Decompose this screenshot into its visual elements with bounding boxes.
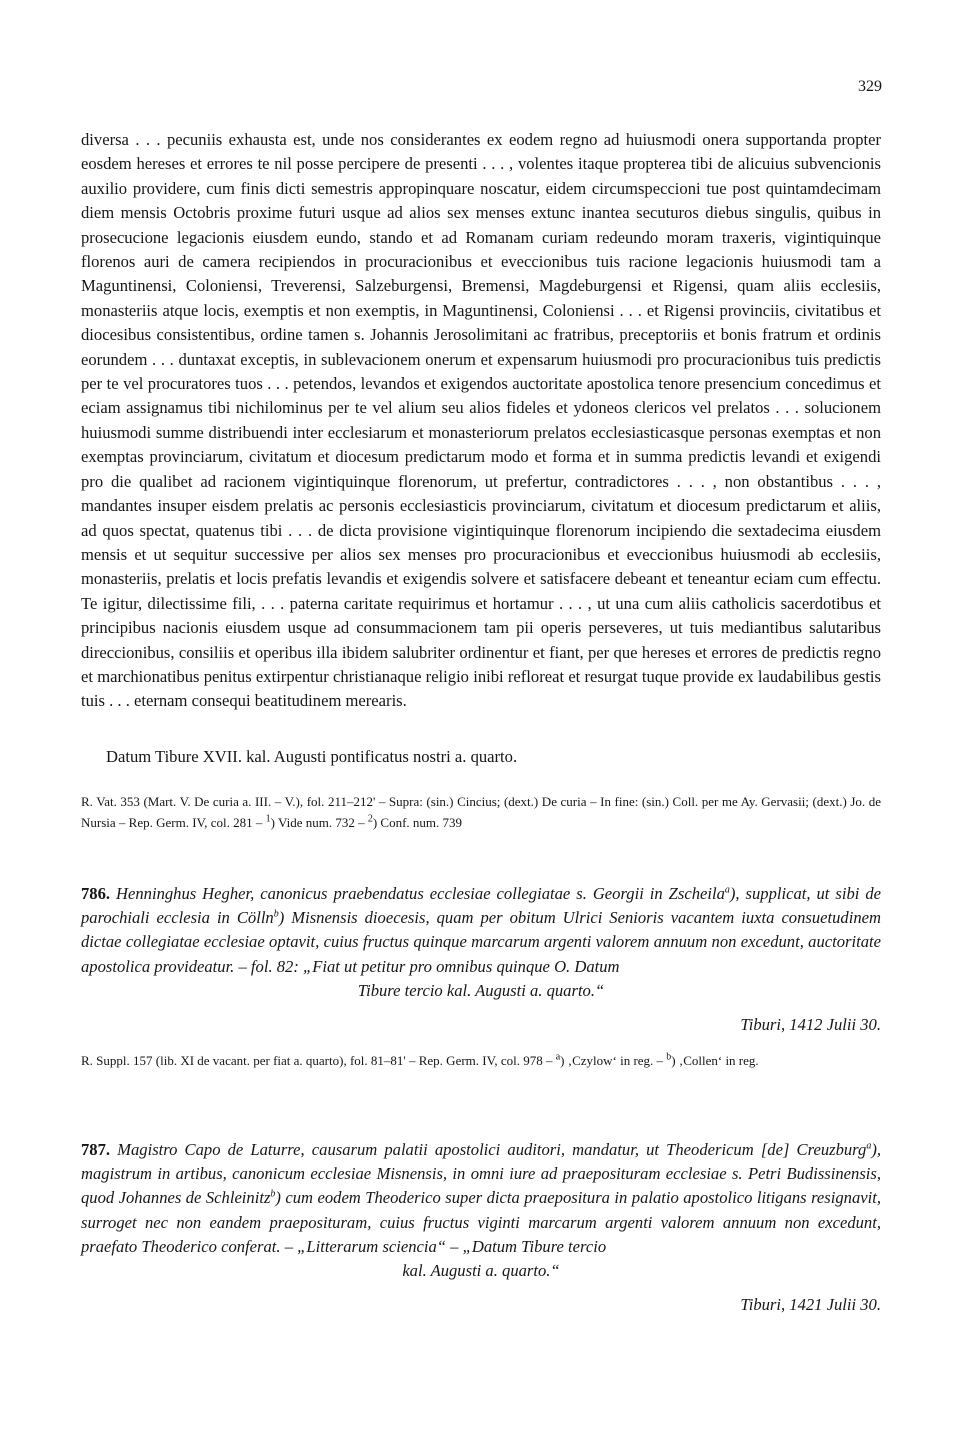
footnote-marker: a (724, 884, 730, 896)
note-footnote-marker: b (666, 1051, 672, 1063)
footnote-marker: b (270, 1188, 276, 1200)
entry-text: ) Misnensis dioecesis, quam per obitum Ulrici Senioris vacantem iuxta consuetudinem dictae collegiatae ecclesiae optavit, cuius fructus quinque marcarum argenti valorem annuum non excedunt, auctoritate apostolica provideatur. – fol. 82: „Fiat ut petitur pro omnibus quinque O. Datum (81, 908, 881, 976)
page-number: 329 (858, 78, 882, 95)
entry-787-date: Tiburi, 1421 Julii 30. (740, 1295, 881, 1315)
note-footnote-marker: 2 (367, 813, 373, 825)
dating-line: Datum Tibure XVII. kal. Augusti pontificatus nostri a. quarto. (106, 747, 518, 766)
entry-786 (81, 882, 881, 1037)
entry-number: 786. (81, 884, 111, 903)
entry-786-last-line: Tibure tercio kal. Augusti a. quarto.“ (357, 980, 605, 1000)
source-note-785 (81, 791, 881, 833)
note-text: ) Conf. num. 739 (372, 815, 463, 830)
note-footnote-marker: 1 (265, 813, 271, 825)
footnote-marker: b (273, 908, 279, 920)
note-text: ) ‚Collen‘ in reg. (671, 1053, 759, 1068)
entry-786-body (81, 882, 881, 979)
footnote-marker: a (866, 1140, 872, 1152)
note-text: R. Vat. 353 (Mart. V. De curia a. III. – V.), fol. 211–212' – Supra: (sin.) Cincius; (dext.) De curia – In fine: (sin.) Coll. per me Ay. Gervasii; (dext.) Jo. de Nursia – Rep. Germ. IV, col. 281 – (81, 794, 881, 830)
entry-text: ) cum eodem Theoderico super dicta praepositura in palatio apostolico litigans resignavit, surroget nec non eandem praeposituram, cuius fructus viginti marcarum argenti valorem annuum non excedunt, praefato Theoderico conferat. – „Litterarum sciencia“ – „Datum Tibure tercio (81, 1188, 881, 1256)
entry-786-date: Tiburi, 1412 Julii 30. (740, 1015, 881, 1035)
entry-text: ), magistrum in artibus, canonicum ecclesiae Misnensis, in omni iure ad praeposituram ecclesiae s. Petri Budissinensis, quod Johannes de Schleinitz (81, 1140, 881, 1208)
entry-number: 787. (81, 1140, 111, 1159)
note-footnote-marker: a (555, 1051, 561, 1063)
main-text: diversa . . . pecuniis exhausta est, unde nos considerantes ex eodem regno ad huiusmodi onera supportanda propter eosdem hereses et errores te nil posse percipere de presenti . . . , volentes itaque propterea tibi de alicuius subvencionis auxilio providere, cum finis dicti semestris appropinquare noscatur, eidem circumspeccioni tue post quintamdecimam diem mensis Octobris proxime futuri usque ad alios sex menses extunc inantea secuturos diebus singulis, quibus in prosecucione legacionis eiusdem eundo, stando et ad Romanam curiam redeundo moram traxeris, vigintiquinque florenos auri de camera recipiendos in procuracionibus et eveccionibus tuis racione legacionis huiusmodi tam a Maguntinensi, Coloniensi, Treverensi, Salzeburgensi, Bremensi, Magdeburgensi et Rigensi, quam aliis ecclesiis, monasteriis atque locis, exemptis et non exemptis, in Maguntinensi, Coloniensi . . . et Rigensi provinciis, civitatibus et diocesibus consistentibus, ordine tamen s. Johannis Jerosolimitani ac fratribus, preceptoriis et bonis fratrum et ordinis eorundem . . . duntaxat exceptis, in sublevacionem onerum et expensarum huiusmodi pro procuracionibus tuis predictis per te vel procuratores tuos . . . petendos, levandos et exigendos auctoritate apostolica tenore presencium concedimus et eciam assignamus tibi nichilominus per te vel alium seu alios fideles et ydoneos clericos vel prelatos . . . solucionem huiusmodi summe distribuendi inter ecclesiarum et monasteriorum prelatos ecclesiasticasque personas exemptas et non exemptas provinciarum, civitatum et diocesum predictarum modo et forma et in summa predictis levandi et exigendi pro die qualibet ad racionem vigintiquinque florenorum, ut prefertur, contradictores . . . , non obstantibus . . . , mandantes insuper eisdem prelatis ac personis ecclesiasticis provinciarum, civitatum et diocesum predictarum et aliis, ad quos spectat, quatenus tibi . . . de dicta provisione vigintiquinque florenorum incipiendo die sextadecima eiusdem mensis et ut sequitur successive per alios sex menses pro procuracionibus et eveccionibus huiusmodi ab ecclesiis, monasteriis, prelatis et locis prefatis levandis et exigendis solvere et satisfacere debeant et teneantur eciam cum effectu. Te igitur, dilectissime fili, . . . paterna caritate requirimus et hortamur . . . , ut una cum aliis catholicis sacerdotibus et principibus nacionis eiusdem usque ad consummacionem tam pii operis perseveres, ut tuis mediantibus salutaribus direccionibus, consiliis et operibus illa ibidem salubriter ordinentur et fiant, per que hereses et errores de predictis regno et marchionatibus penitus extirpentur christianaque religio inibi refloreat et resurgat tuque provide ex laudabilibus gestis tuis . . . eternam consequi beatitudinem merearis. (81, 130, 881, 711)
note-text: ) ‚Czylow‘ in reg. – (560, 1053, 667, 1068)
note-text: ) Vide num. 732 – (270, 815, 368, 830)
entry-787-body (81, 1138, 881, 1259)
entry-text: Magistro Capo de Laturre, causarum palatii apostolici auditori, mandatur, ut Theodericum [de] Creuzburg (110, 1140, 867, 1159)
entry-787 (81, 1138, 881, 1317)
source-note-786 (81, 1050, 881, 1071)
entry-787-last-line: kal. Augusti a. quarto.“ (402, 1261, 560, 1281)
entry-text: Henninghus Hegher, canonicus praebendatus ecclesiae collegiatae s. Georgii in Zscheila (110, 884, 725, 903)
note-text: R. Suppl. 157 (lib. XI de vacant. per fiat a. quarto), fol. 81–81' – Rep. Germ. IV, col. 978 – (81, 1053, 556, 1068)
entry-text: ), supplicat, ut sibi de parochiali ecclesia in Cölln (81, 884, 881, 928)
